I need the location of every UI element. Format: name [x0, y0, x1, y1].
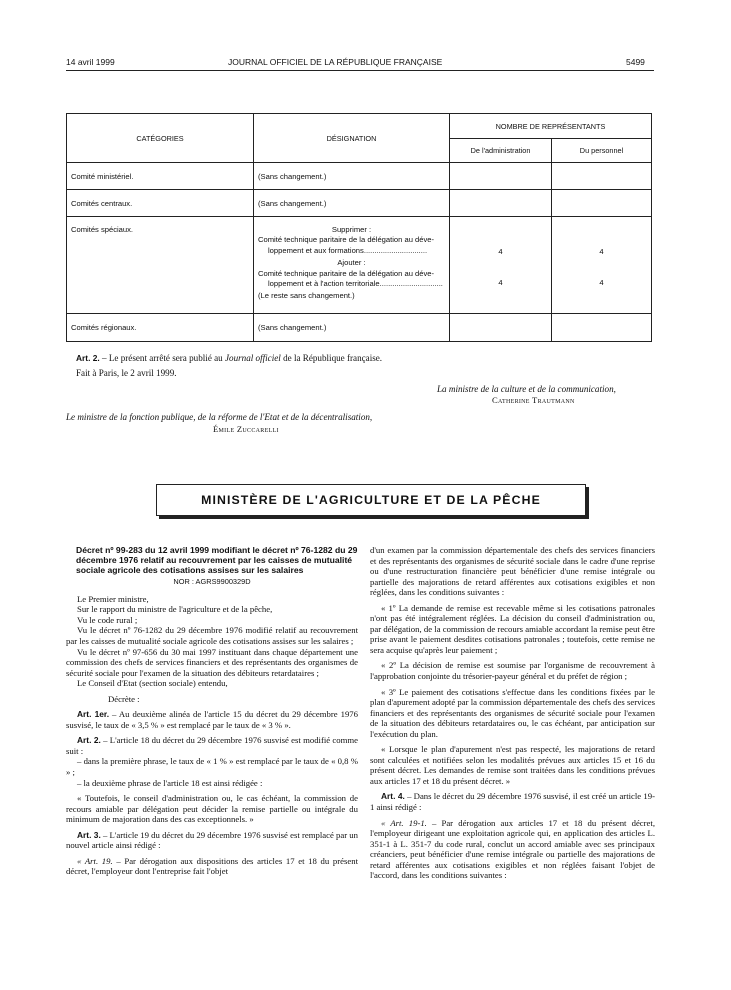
- paragraph: « 2º La décision de remise est soumise par l'organisme de recouvrement à l'approbation conjointe du trésorier-payeur général et du préfet de région ;: [370, 660, 655, 682]
- list-item: – la deuxième phrase de l'article 18 est ainsi rédigée :: [77, 777, 263, 788]
- table-row: [67, 314, 652, 342]
- article-1: Art. 1er. – Au deuxième alinéa de l'article 15 du décret du 29 décembre 1976 susvisé, le taux de « 3,5 % » est remplacé par le taux de « 3 % ».: [66, 709, 358, 730]
- paragraph: « 1º La demande de remise est recevable même si les cotisations patronales n'ont pas été intégralement réglées. La décision du conseil d'administration ou, par délégation, de la commission de recours amiable accordant la remise peut être prise avant le paiement desdites cotisations patronales ; toutefois, cette remise ne sera acquise qu'après leur paiement ;: [370, 602, 655, 655]
- header-rule: [66, 70, 654, 71]
- table-row: [67, 190, 652, 217]
- ministry-banner: MINISTÈRE DE L'AGRICULTURE ET DE LA PÊCHE: [156, 484, 586, 516]
- table-cell-personnel: [552, 217, 652, 314]
- paragraph: Vu le décret nº 76-1282 du 29 décembre 1976 modifié relatif au recouvrement par les caisses de mutualité sociale agricole des cotisations assises sur les salaires ;: [66, 625, 358, 647]
- signature-1-title: La ministre de la culture et de la communication,: [437, 384, 616, 394]
- arrete-article-2: Art. 2. – Le présent arrêté sera publié au Journal officiel de la République française.: [76, 353, 383, 363]
- article-2: Art. 2. – L'article 18 du décret du 29 décembre 1976 susvisé est modifié comme suit :: [66, 735, 358, 756]
- paragraph: Vu le code rural ;: [77, 614, 138, 625]
- signature-2-name: Émile Zuccarelli: [213, 424, 279, 434]
- signature-2-title: Le ministre de la fonction publique, de la réforme de l'Etat et de la décentralisation,: [66, 412, 373, 422]
- header-page-number: 5499: [626, 57, 645, 67]
- table-row: [67, 217, 652, 314]
- header-journal-title: JOURNAL OFFICIEL DE LA RÉPUBLIQUE FRANÇAISE: [228, 57, 443, 67]
- reste-text: (Le reste sans changement.): [258, 291, 355, 301]
- personnel-count-2: 4: [599, 278, 604, 288]
- paragraph: Le Premier ministre,: [77, 593, 149, 604]
- admin-count-2: 4: [498, 278, 503, 288]
- special-item-1b: loppement et aux formations..............................: [268, 245, 428, 255]
- article-4: Art. 4. – Dans le décret du 29 décembre 1976 susvisé, il est créé un article 19-1 ainsi rédigé :: [370, 791, 655, 813]
- left-column: [66, 545, 358, 877]
- table-cell-categorie: Comités spéciaux.: [67, 217, 254, 314]
- col-header-categories: CATÉGORIES: [67, 114, 254, 163]
- table-cell-designation: (Sans changement.): [254, 190, 450, 217]
- paragraph: d'un examen par la commission départementale des chefs des services financiers et des représentants des organismes de sécurité sociale dans le cadre d'une reprise ou d'une restructuration financière peut bénéficier d'une remise intégrale ou partielle des majorations de retard afférentes aux cotisations exigibles et non réglées, dans les conditions suivantes :: [370, 545, 655, 598]
- table-cell-designation-special: [254, 217, 450, 314]
- paragraph: « 3º Le paiement des cotisations s'effectue dans les conditions fixées par le plan d'apurement adopté par la commission départementale des chefs des services financiers et des représentants des organismes de sécurité sociale pour l'examen de la situation des débiteurs retardataires ou, le cas échéant, par anticipation sur l'exécution du plan.: [370, 686, 655, 739]
- signature-1-name: Catherine Trautmann: [492, 395, 575, 405]
- table-cell-categorie: Comité ministériel.: [67, 163, 254, 190]
- categories-table: [66, 113, 652, 342]
- supprimer-label: Supprimer :: [331, 225, 372, 234]
- col-header-admin: De l'administration: [450, 139, 552, 163]
- decrete-label: Décrète :: [108, 693, 140, 704]
- col-header-nombre: NOMBRE DE REPRÉSENTANTS: [450, 114, 652, 139]
- table-cell-designation: (Sans changement.): [254, 314, 450, 342]
- article-19-1-quote: « Art. 19-1. – Par dérogation aux articles 17 et 18 du présent décret, l'employeur dirigeant une exploitation agricole qui, en application des articles L. 351-1 à L. 351-7 du code rural, conclut un accord amiable avec ses principaux créanciers, peut bénéficier d'une remise intégrale ou partielle des majorations de retard afférentes aux cotisations exigibles et non réglées faisant l'objet de l'accord, dans les conditions suivantes :: [370, 817, 655, 881]
- special-item-2b: loppement et à l'action territoriale..............................: [268, 279, 443, 289]
- admin-count-1: 4: [498, 247, 503, 256]
- special-item-1: Comité technique paritaire de la délégation au déve-: [258, 235, 435, 245]
- list-item: – dans la première phrase, le taux de « 1 % » est remplacé par le taux de « 0,8 % » ;: [66, 756, 358, 778]
- paragraph: Le Conseil d'Etat (section sociale) entendu,: [77, 678, 228, 689]
- paragraph: Vu le décret nº 97-656 du 30 mai 1997 instituant dans chaque département une commission des chefs de services financiers et des représentants des organismes de sécurité sociale pour l'examen de la situation des débiteurs retardataires ;: [66, 646, 358, 678]
- paragraph: « Lorsque le plan d'apurement n'est pas respecté, les majorations de retard sont calculées et notifiées selon les modalités prévues aux articles 15 et 16 du présent décret. Les demandes de remise sont traitées dans les conditions prévues aux articles 17 et 18 du présent décret. »: [370, 744, 655, 786]
- right-column: [370, 545, 655, 881]
- decret-title: Décret nº 99-283 du 12 avril 1999 modifiant le décret nº 76-1282 du 29 décembre 1976 relatif au recouvrement par les caisses de mutualité sociale agricole des cotisations assises sur les salaires: [76, 545, 358, 576]
- header-date: 14 avril 1999: [66, 57, 115, 67]
- fait-a-paris: Fait à Paris, le 2 avril 1999.: [76, 368, 177, 378]
- article-2-quote: « Toutefois, le conseil d'administration ou, le cas échéant, la commission de recours amiable par délégation peut décider la remise partielle ou intégrale du minimum de majoration dans des cas exceptionnels. »: [66, 793, 358, 825]
- personnel-count-1: 4: [599, 247, 604, 256]
- table-cell-designation: (Sans changement.): [254, 163, 450, 190]
- col-header-personnel: Du personnel: [552, 139, 652, 163]
- table-row: [67, 163, 652, 190]
- nor-reference: NOR : AGRS9900329D: [173, 577, 251, 587]
- article-3: Art. 3. – L'article 19 du décret du 29 décembre 1976 susvisé est remplacé par un nouvel article ainsi rédigé :: [66, 829, 358, 851]
- table-cell-categorie: Comités régionaux.: [67, 314, 254, 342]
- special-item-2: Comité technique paritaire de la délégation au déve-: [258, 268, 435, 278]
- table-cell-categorie: Comités centraux.: [67, 190, 254, 217]
- ajouter-label: Ajouter :: [337, 258, 366, 268]
- col-header-designation: DÉSIGNATION: [254, 114, 450, 163]
- paragraph: Sur le rapport du ministre de l'agriculture et de la pêche,: [77, 604, 273, 615]
- article-19-quote: « Art. 19. – Par dérogation aux dispositions des articles 17 et 18 du présent décret, l'employeur dont l'entreprise fait l'objet: [66, 855, 358, 877]
- table-cell-admin: [450, 217, 552, 314]
